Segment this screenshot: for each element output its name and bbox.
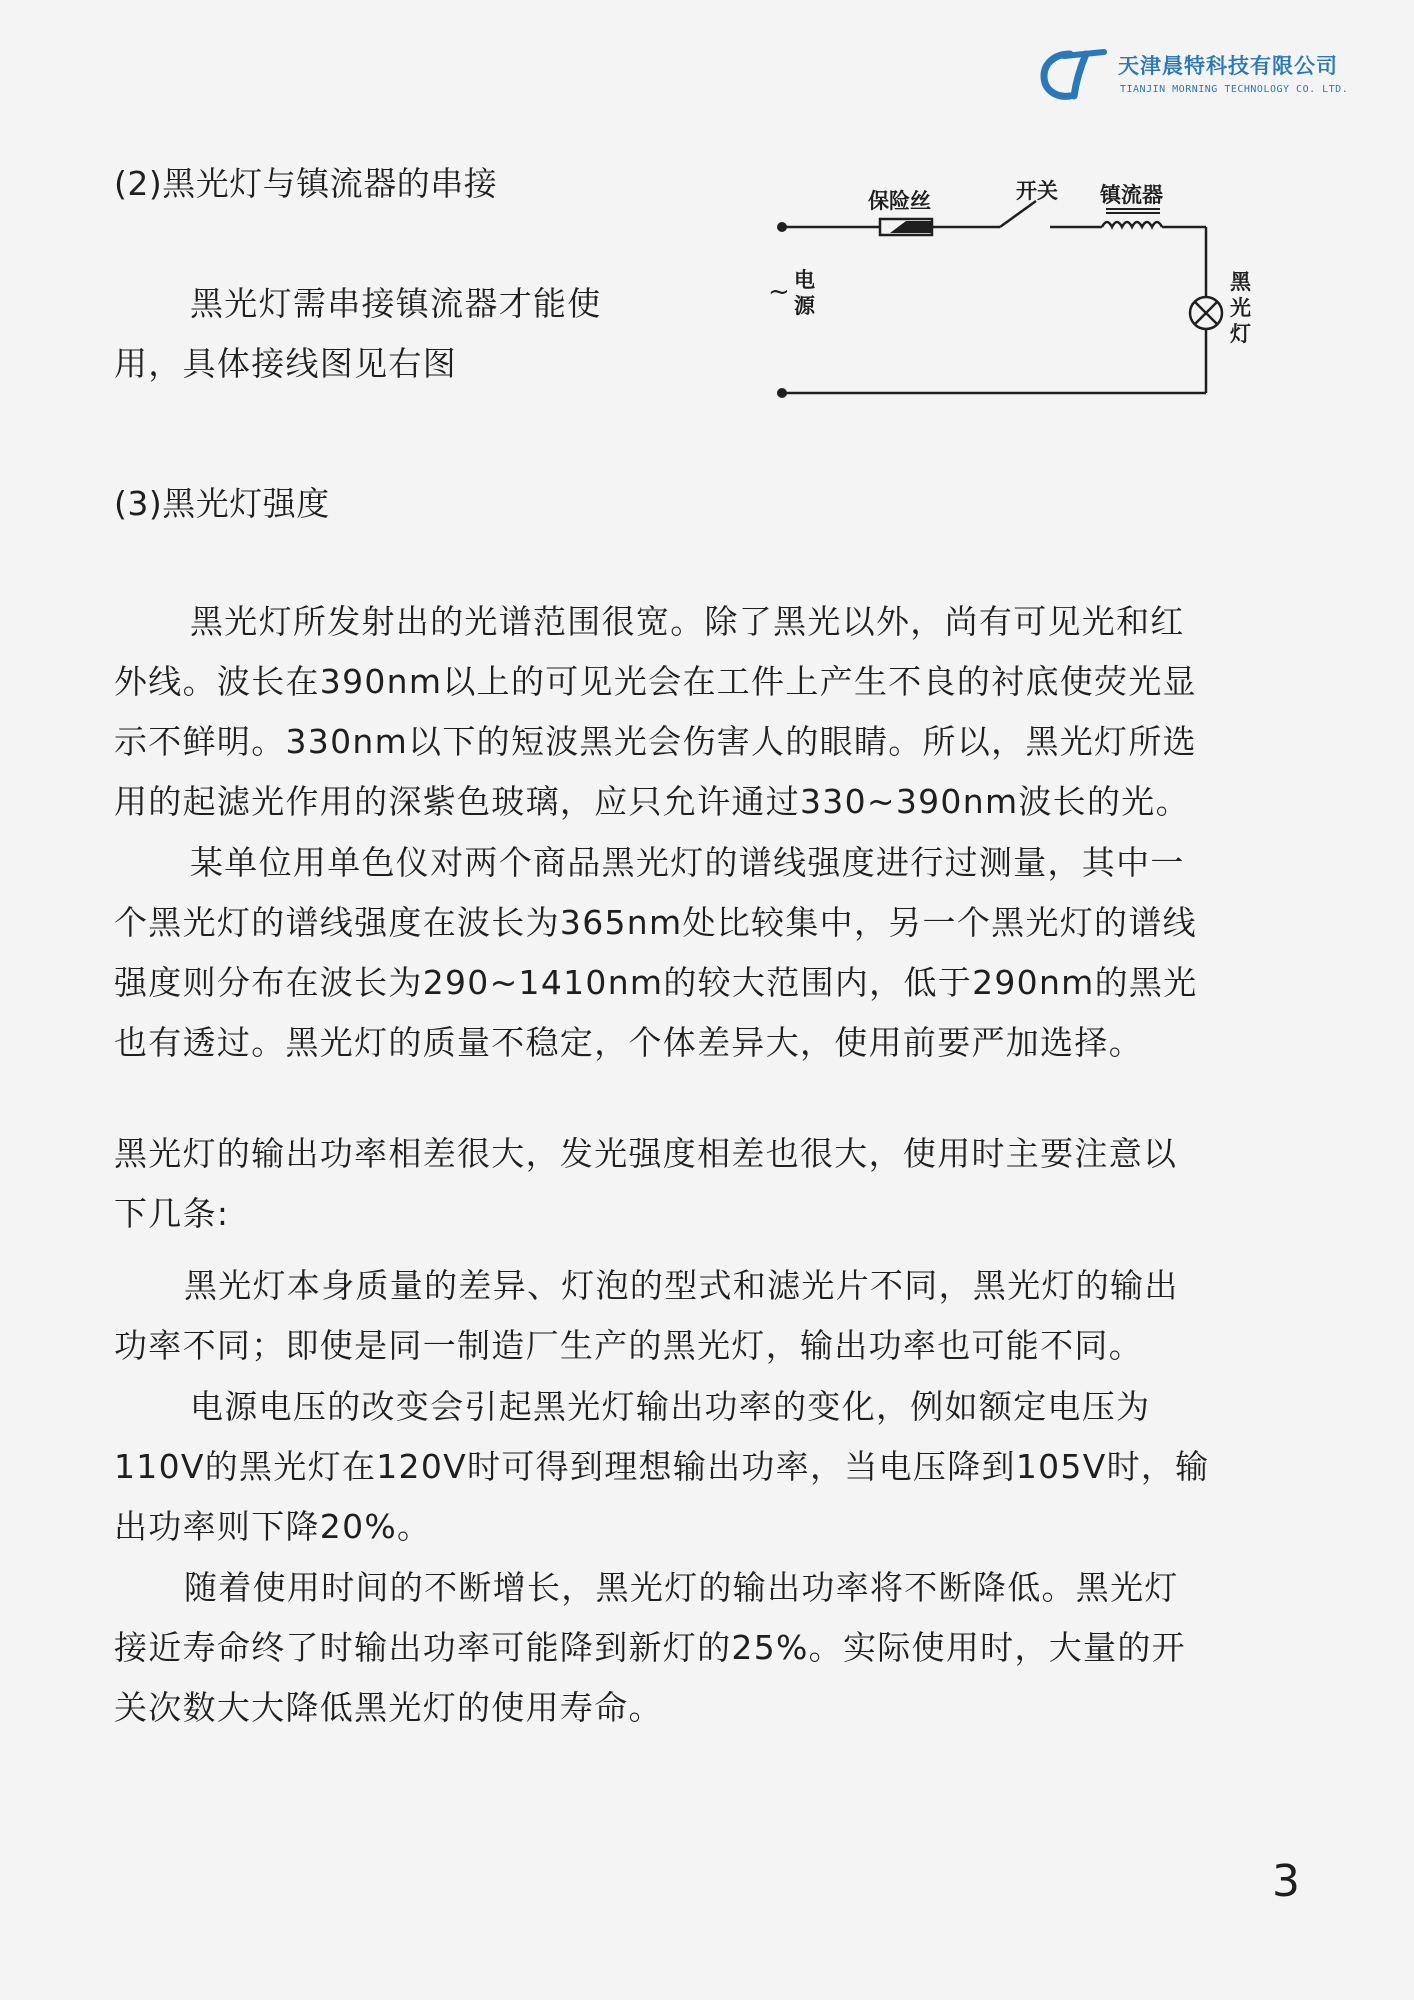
paragraph-line: 也有透过。黑光灯的质量不稳定，个体差异大，使用前要严加选择。	[114, 1023, 1143, 1062]
paragraph-line: 黑光灯本身质量的差异、灯泡的型式和滤光片不同，黑光灯的输出	[184, 1266, 1179, 1305]
paragraph-line: 功率不同；即使是同一制造厂生产的黑光灯，输出功率也可能不同。	[114, 1326, 1143, 1365]
company-name-cn: 天津晨特科技有限公司	[1118, 53, 1338, 78]
section-heading: (3)黑光灯强度	[114, 484, 330, 523]
paragraph-line: 下几条:	[114, 1194, 230, 1233]
paragraph-line: 关次数大大降低黑光灯的使用寿命。	[114, 1688, 663, 1727]
paragraph-line: 外线。波长在390nm以上的可见光会在工件上产生不良的衬底使荧光显	[114, 662, 1197, 701]
company-logo	[1040, 46, 1360, 106]
paragraph-line: 黑光灯所发射出的光谱范围很宽。除了黑光以外，尚有可见光和红	[190, 602, 1185, 641]
company-logo-icon	[1040, 46, 1110, 102]
paragraph-line: 黑光灯的输出功率相差很大，发光强度相差也很大，使用时主要注意以	[114, 1134, 1178, 1173]
paragraph-line: 电源电压的改变会引起黑光灯输出功率的变化，例如额定电压为	[190, 1387, 1151, 1426]
paragraph-line: 出功率则下降20%。	[114, 1507, 432, 1546]
section-heading: (2)黑光灯与镇流器的串接	[114, 164, 498, 203]
source-tilde: ~	[768, 277, 790, 307]
paragraph-line: 接近寿命终了时输出功率可能降到新灯的25%。实际使用时，大量的开	[114, 1628, 1186, 1667]
fuse-label: 保险丝	[868, 189, 931, 213]
paragraph-line: 示不鲜明。330nm以下的短波黑光会伤害人的眼睛。所以，黑光灯所选	[114, 722, 1197, 761]
paragraph-line: 个黑光灯的谱线强度在波长为365nm处比较集中，另一个黑光灯的谱线	[114, 903, 1197, 942]
lamp-label: 黑光灯	[1230, 270, 1251, 346]
wiring-diagram	[760, 165, 1260, 405]
source-label: 电源	[794, 268, 815, 318]
paragraph-line: 强度则分布在波长为290~1410nm的较大范围内，低于290nm的黑光	[114, 963, 1198, 1002]
paragraph-line: 用的起滤光作用的深紫色玻璃，应只允许通过330~390nm波长的光。	[114, 782, 1190, 821]
switch-label: 开关	[1016, 179, 1058, 203]
paragraph-line: 随着使用时间的不断增长，黑光灯的输出功率将不断降低。黑光灯	[184, 1568, 1179, 1607]
company-name-en: TIANJIN MORNING TECHNOLOGY CO. LTD.	[1120, 84, 1349, 95]
paragraph-line: 某单位用单色仪对两个商品黑光灯的谱线强度进行过测量，其中一	[190, 843, 1185, 882]
page-number: 3	[1272, 1856, 1300, 1907]
ballast-symbol	[1102, 222, 1162, 227]
ballast-label: 镇流器	[1100, 183, 1163, 207]
paragraph-line: 用，具体接线图见右图	[114, 344, 457, 383]
paragraph-line: 黑光灯需串接镇流器才能使	[190, 284, 602, 323]
paragraph-line: 110V的黑光灯在120V时可得到理想输出功率，当电压降到105V时，输	[114, 1447, 1210, 1486]
